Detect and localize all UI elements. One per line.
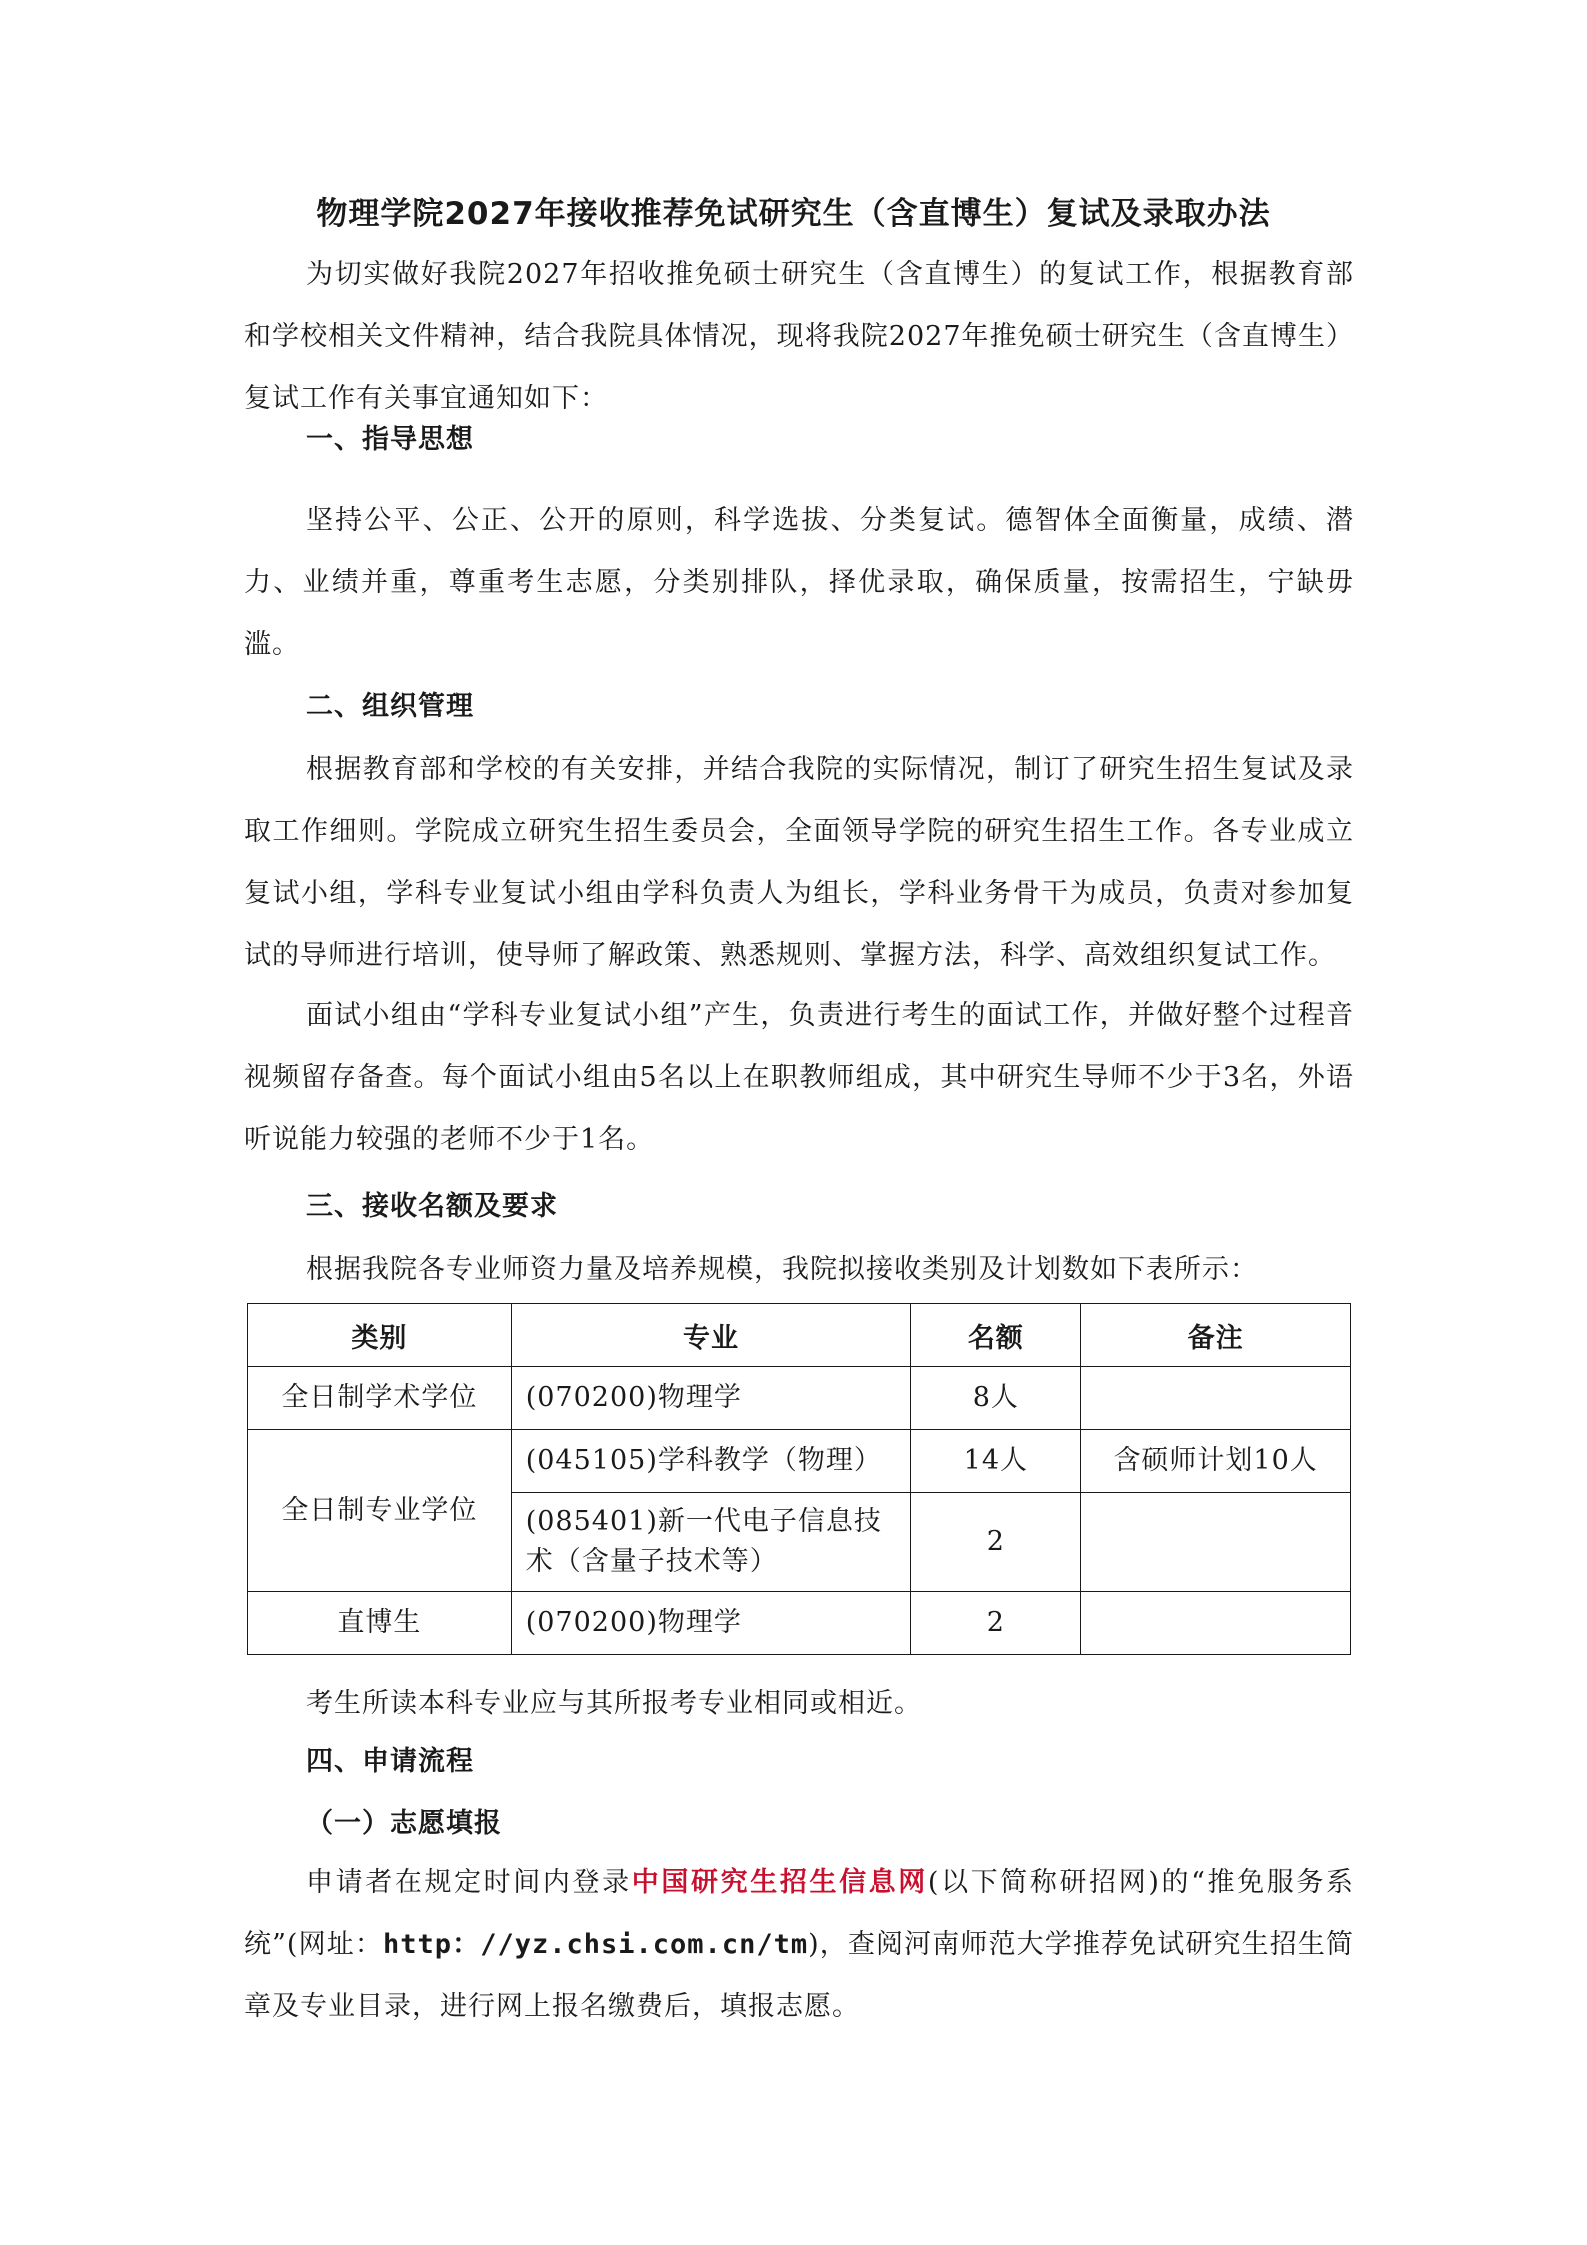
chsi-url-link[interactable]: http：//yz.chsi.com.cn/tm [382,1929,809,1960]
table-cell-major: (070200)物理学 [511,1367,911,1430]
table-cell-note [1081,1493,1351,1592]
section-heading-quota: 三、接收名额及要求 [306,1191,558,1222]
table-row [248,1592,1351,1655]
table-cell-note: 含硕师计划10人 [1081,1430,1351,1493]
table-header-quota: 名额 [911,1304,1081,1367]
table-row [248,1367,1351,1430]
enrollment-plan-table [247,1303,1351,1655]
application-text-part3: )，查阅河南师范大学推荐免试研究生招生简章及专业目录，进行网上报名缴费后，填报志愿。 [244,1929,1354,2022]
section-heading-application-process: 四、申请流程 [306,1746,474,1777]
section-heading-guiding-principles: 一、指导思想 [306,424,474,455]
application-paragraph [244,1852,1354,2038]
application-text-part2: (以下简称研招网)的“推免服务系统”(网址： [244,1867,1355,1960]
table-header-row [248,1304,1351,1367]
section-heading-organization: 二、组织管理 [306,691,474,722]
quota-paragraph: 根据我院各专业师资力量及培养规模，我院拟接收类别及计划数如下表所示： [306,1254,1258,1285]
chsi-site-link[interactable]: 中国研究生招生信息网 [631,1867,928,1898]
table-cell-quota: 8人 [911,1367,1081,1430]
table-header-major: 专业 [511,1304,911,1367]
table-cell-note [1081,1367,1351,1430]
table-row [248,1430,1351,1493]
table-cell-quota: 2 [911,1592,1081,1655]
table-header-note: 备注 [1081,1304,1351,1367]
document-title: 物理学院2027年接收推荐免试研究生（含直博生）复试及录取办法 [316,196,1271,232]
table-cell-major: (070200)物理学 [511,1592,911,1655]
table-cell-quota: 2 [911,1493,1081,1592]
table-cell-category: 全日制学术学位 [248,1367,512,1430]
table-cell-major: (085401)新一代电子信息技术（含量子技术等） [511,1493,911,1592]
intro-paragraph: 为切实做好我院2027年招收推免硕士研究生（含直博生）的复试工作，根据教育部和学校相关文件精神，结合我院具体情况，现将我院2027年推免硕士研究生（含直博生）复试工作有关事宜通知如下： [244,259,1354,414]
table-cell-category: 全日制专业学位 [248,1430,512,1592]
table-cell-category: 直博生 [248,1592,512,1655]
guiding-principles-paragraph: 坚持公平、公正、公开的原则，科学选拔、分类复试。德智体全面衡量，成绩、潜力、业绩并重，尊重考生志愿，分类别排队，择优录取，确保质量，按需招生，宁缺毋滥。 [244,505,1354,660]
table-cell-quota: 14人 [911,1430,1081,1493]
after-table-note: 考生所读本科专业应与其所报考专业相同或相近。 [306,1688,922,1719]
table-cell-note [1081,1592,1351,1655]
subheading-volunteer-filling: （一）志愿填报 [306,1808,502,1839]
application-text-part1: 申请者在规定时间内登录 [306,1867,632,1898]
organization-paragraph-1: 根据教育部和学校的有关安排，并结合我院的实际情况，制订了研究生招生复试及录取工作细则。学院成立研究生招生委员会，全面领导学院的研究生招生工作。各专业成立复试小组，学科专业复试小组由学科负责人为组长，学科业务骨干为成员，负责对参加复试的导师进行培训，使导师了解政策、熟悉规则、掌握方法，科学、高效组织复试工作。 [244,754,1354,971]
table-header-category: 类别 [248,1304,512,1367]
organization-paragraph-2: 面试小组由“学科专业复试小组”产生，负责进行考生的面试工作，并做好整个过程音视频留存备查。每个面试小组由5名以上在职教师组成，其中研究生导师不少于3名，外语听说能力较强的老师不少于1名。 [244,1000,1354,1155]
table-cell-major: (045105)学科教学（物理） [511,1430,911,1493]
